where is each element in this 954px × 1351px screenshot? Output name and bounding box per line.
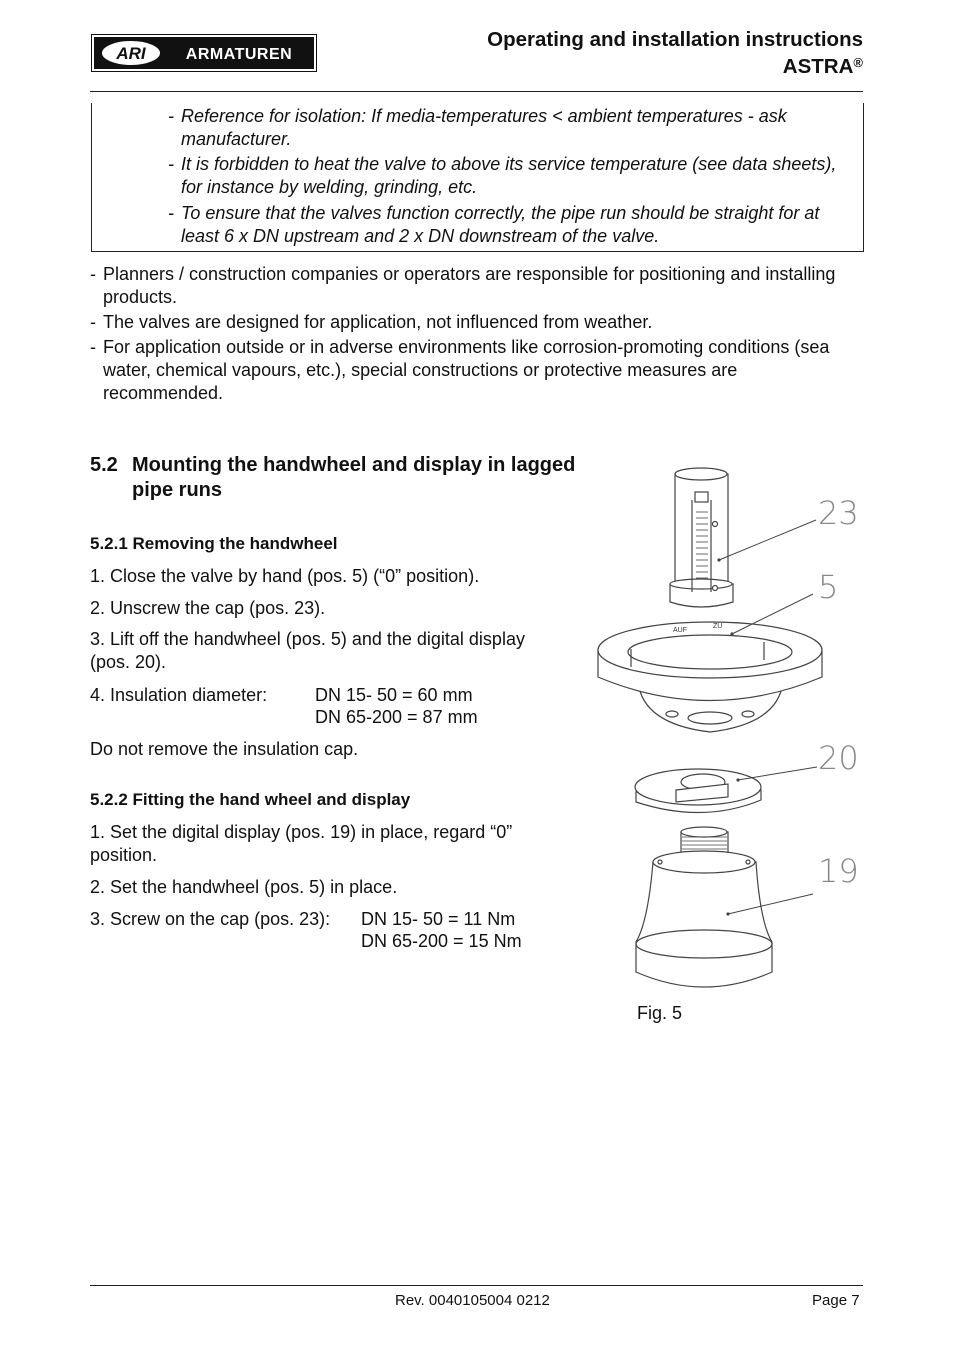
general-item: - The valves are designed for application, not influenced from weather. bbox=[90, 312, 653, 332]
product-name: ASTRA bbox=[782, 55, 854, 78]
notice-item: - It is forbidden to heat the valve to above its service temperature (see data sheets), for instance by welding, grinding, etc. bbox=[168, 154, 837, 197]
section-heading: 5.2 Mounting the handwheel and display in lagged pipe runs bbox=[90, 454, 576, 501]
removal-step-4-label: 4. Insulation diameter: bbox=[90, 685, 268, 705]
position-label-23: 23 bbox=[818, 494, 859, 532]
removal-step-1: 1. Close the valve by hand (pos. 5) (“0” position). bbox=[90, 566, 480, 586]
valve-body-part bbox=[636, 827, 772, 987]
registered-mark: ® bbox=[853, 55, 863, 70]
header-rule bbox=[90, 91, 863, 92]
insulation-diameter-small: DN 15- 50 = 60 mm bbox=[315, 685, 473, 705]
document-title bbox=[487, 26, 863, 80]
revision-number: Rev. 0040105004 0212 bbox=[395, 1292, 550, 1309]
subsection-heading: 5.2.2 Fitting the hand wheel and display bbox=[90, 790, 411, 809]
handwheel-close-marking: ZU bbox=[713, 623, 723, 630]
footer-rule bbox=[90, 1285, 863, 1286]
notice-item: - To ensure that the valves function correctly, the pipe run should be straight for at least 6 x DN upstream and 2 x DN downstream of the valve. bbox=[168, 203, 820, 246]
removal-step-2: 2. Unscrew the cap (pos. 23). bbox=[90, 598, 326, 618]
logo-badge-text: ARI bbox=[116, 44, 146, 63]
general-item: - For application outside or in adverse environments like corrosion-promoting conditions (sea water, chemical vapours, etc.), special constructions or protective measures are recommended. bbox=[90, 337, 830, 403]
handwheel-part bbox=[598, 622, 822, 732]
fitting-step-2: 2. Set the handwheel (pos. 5) in place. bbox=[90, 877, 398, 897]
torque-small: DN 15- 50 = 11 Nm bbox=[361, 909, 516, 929]
fitting-step-1: 1. Set the digital display (pos. 19) in place, regard “0” position. bbox=[90, 822, 513, 865]
removal-note: Do not remove the insulation cap. bbox=[90, 739, 359, 759]
position-label-20: 20 bbox=[818, 739, 859, 777]
removal-step-3: 3. Lift off the handwheel (pos. 5) and the digital display (pos. 20). bbox=[90, 629, 525, 672]
handwheel-open-marking: AUF bbox=[673, 627, 687, 634]
position-label-19: 19 bbox=[818, 852, 859, 890]
exploded-view-figure bbox=[588, 462, 868, 1002]
fitting-step-3-label: 3. Screw on the cap (pos. 23): bbox=[90, 909, 331, 929]
page-number: Page 7 bbox=[812, 1292, 860, 1309]
torque-large: DN 65-200 = 15 Nm bbox=[361, 931, 522, 951]
insulation-diameter-large: DN 65-200 = 87 mm bbox=[315, 707, 478, 727]
notice-item: - Reference for isolation: If media-temperatures < ambient temperatures - ask manufacturer. bbox=[168, 106, 787, 149]
ari-armaturen-logo bbox=[91, 34, 317, 72]
document-title-line1: Operating and installation instructions bbox=[487, 28, 863, 51]
logo-wordmark: ARMATUREN bbox=[185, 46, 293, 63]
general-item: - Planners / construction companies or operators are responsible for positioning and installing products. bbox=[90, 264, 836, 307]
cap-part bbox=[670, 468, 733, 607]
figure-caption: Fig. 5 bbox=[637, 1003, 683, 1023]
digital-display-part bbox=[635, 769, 761, 813]
position-label-5: 5 bbox=[818, 568, 839, 606]
subsection-heading: 5.2.1 Removing the handwheel bbox=[90, 534, 338, 553]
